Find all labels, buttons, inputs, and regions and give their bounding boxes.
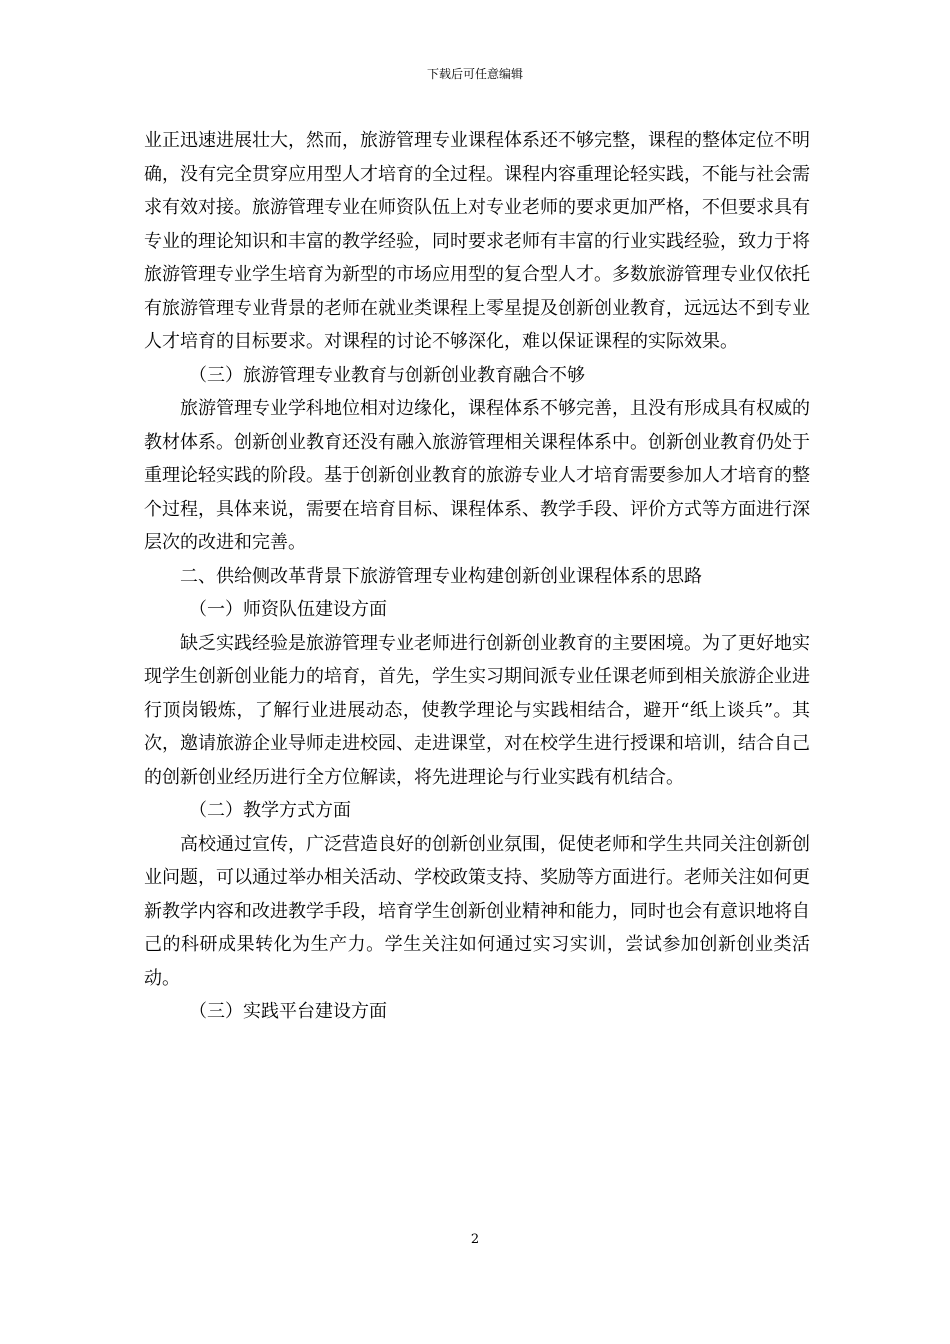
- body-paragraph: 缺乏实践经验是旅游管理专业老师进行创新创业教育的主要困境。为了更好地实现学生创新创业能力的培育，首先，学生实习期间派专业任课老师到相关旅游企业进行顶岗锻炼，了解行业进展动态，使教学理论与实践相结合，避开“纸上谈兵”。其次，邀请旅游企业导师走进校园、走进课堂，对在校学生进行授课和培训，结合自己的创新创业经历进行全方位解读，将先进理论与行业实践有机结合。: [144, 632, 810, 788]
- subsection-heading: （二）教学方式方面: [189, 800, 351, 821]
- body-paragraph: 高校通过宣传，广泛营造良好的创新创业氛围，促使老师和学生共同关注创新创业问题，可以通过举办相关活动、学校政策支持、奖励等方面进行。老师关注如何更新教学内容和改进教学手段，培育学生创新创业精神和能力，同时也会有意识地将自己的科研成果转化为生产力。学生关注如何通过实习实训，尝试参加创新创业类活动。: [144, 833, 810, 989]
- page-header: 下载后可任意编辑: [426, 67, 523, 81]
- document-body: [144, 124, 810, 1029]
- section-heading: 二、供给侧改革背景下旅游管理专业构建创新创业课程体系的思路: [180, 565, 702, 587]
- body-paragraph: 旅游管理专业学科地位相对边缘化，课程体系不够完善，且没有形成具有权威的教材体系。创新创业教育还没有融入旅游管理相关课程体系中。创新创业教育仍处于重理论轻实践的阶段。基于创新创业教育的旅游专业人才培育需要参加人才培育的整个过程，具体来说，需要在培育目标、课程体系、教学手段、评价方式等方面进行深层次的改进和完善。: [144, 398, 810, 553]
- subsection-heading: （一）师资队伍建设方面: [189, 599, 387, 620]
- body-paragraph: 业正迅速进展壮大，然而，旅游管理专业课程体系还不够完整，课程的整体定位不明确，没有完全贯穿应用型人才培育的全过程。课程内容重理论轻实践，不能与社会需求有效对接。旅游管理专业在师资队伍上对专业老师的要求更加严格，不但要求具有专业的理论知识和丰富的教学经验，同时要求老师有丰富的行业实践经验，致力于将旅游管理专业学生培育为新型的市场应用型的复合型人才。多数旅游管理专业仅依托有旅游管理专业背景的老师在就业类课程上零星提及创新创业教育，远远达不到专业人才培育的目标要求。对课程的讨论不够深化，难以保证课程的实际效果。: [144, 130, 810, 352]
- page-number: 2: [470, 1232, 480, 1247]
- subsection-heading: （三）旅游管理专业教育与创新创业教育融合不够: [189, 364, 585, 386]
- subsection-heading: （三）实践平台建设方面: [189, 1001, 387, 1022]
